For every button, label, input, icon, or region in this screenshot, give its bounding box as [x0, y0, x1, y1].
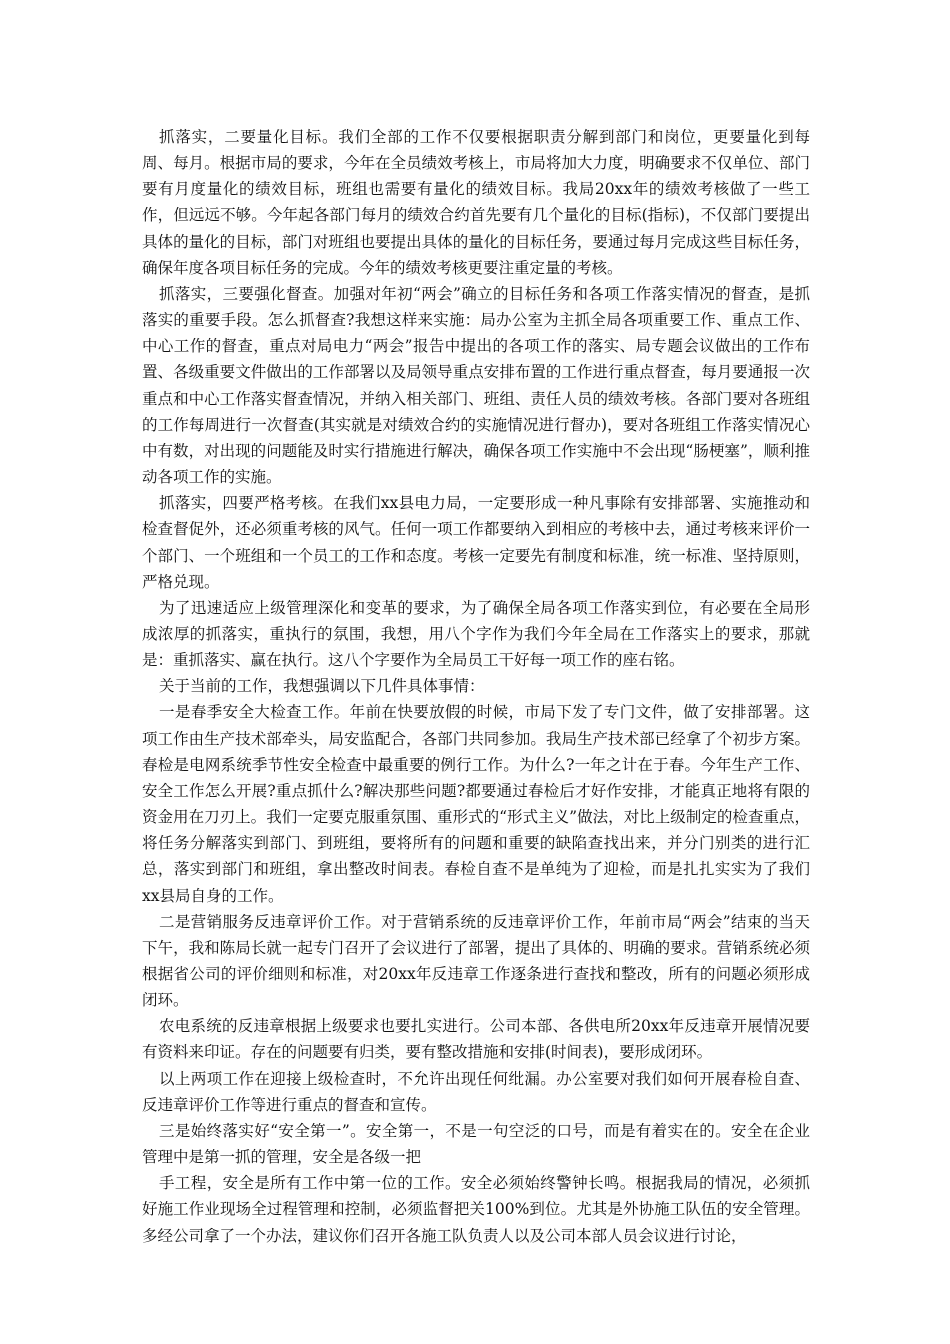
paragraph-strengthen-supervision: 抓落实，三要强化督查。加强对年初“两会”确立的目标任务和各项工作落实情况的督查，是抓落实的重要手段。怎么抓督查?我想这样来实施：局办公室为主抓全局各项重要工作、重点工作、中心工作的督查，重点对局电力“两会”报告中提出的各项工作的落实、局专题会议做出的工作布置、各级重要文件做出的工作部署以及局领导重点安排布置的工作进行重点督查，每月要通报一次重点和中心工作落实督查情况，并纳入相关部门、班组、责任人员的绩效考核。各部门要对各班组的工作每周进行一次督查(其实就是对绩效合约的实施情况进行督办)，要对各班组工作落实情况心中有数，对出现的问题能及时实行措施进行解决，确保各项工作实施中不会出现“肠梗塞”，顺利推动各项工作的实施。 [142, 284, 810, 487]
paragraph-safety-continued: 手工程，安全是所有工作中第一位的工作。安全必须始终警钟长鸣。根据我局的情况，必须抓好施工作业现场全过程管理和控制，必须监督把关100%到位。尤其是外协施工队伍的安全管理。多经公司拿了一个办法，建议你们召开各施工队负责人以及公司本部人员会议进行讨论， [142, 1174, 810, 1245]
paragraph-safety-first: 三是始终落实好“安全第一”。安全第一，不是一句空泛的口号，而是有着实在的。安全在企业管理中是第一抓的管理，安全是各级一把 [142, 1121, 810, 1167]
paragraph-rural-power-violation: 农电系统的反违章根据上级要求也要扎实进行。公司本部、各供电所20xx年反违章开展情况要有资料来印证。存在的问题要有归类，要有整改措施和安排(时间表)，要形成闭环。 [142, 1017, 810, 1062]
paragraph-execution-motto: 为了迅速适应上级管理深化和变革的要求，为了确保全局各项工作落实到位，有必要在全局形成浓厚的抓落实，重执行的氛围，我想，用八个字作为我们今年全局在工作落实上的要求，那就是：重抓落实、赢在执行。这八个字要作为全局员工干好每一项工作的座右铭。 [142, 598, 810, 670]
paragraph-strict-assessment: 抓落实，四要严格考核。在我们xx县电力局，一定要形成一种凡事除有安排部署、实施推动和检查督促外，还必须重考核的风气。任何一项工作都要纳入到相应的考核中去，通过考核来评价一个部门、一个班组和一个员工的工作和态度。考核一定要先有制度和标准，统一标准、坚持原则，严格兑现。 [142, 494, 810, 591]
paragraph-marketing-violation-review: 二是营销服务反违章评价工作。对于营销系统的反违章评价工作，年前市局“两会”结束的当天下午，我和陈局长就一起专门召开了会议进行了部署，提出了具体的、明确的要求。营销系统必须根据省公司的评价细则和标准，对20xx年反违章工作逐条进行查找和整改，所有的问题必须形成闭环。 [142, 912, 810, 1010]
paragraph-current-work-intro: 关于当前的工作，我想强调以下几件具体事情： [159, 677, 485, 696]
document-body [142, 124, 810, 1249]
paragraph-inspection-readiness: 以上两项工作在迎接上级检查时，不允许出现任何纰漏。办公室要对我们如何开展春检自查、反违章评价工作等进行重点的督查和宣传。 [142, 1069, 810, 1114]
paragraph-spring-safety-inspection: 一是春季安全大检查工作。年前在快要放假的时候，市局下发了专门文件，做了安排部署。这项工作由生产技术部牵头，局安监配合，各部门共同参加。我局生产技术部已经拿了个初步方案。春检是电网系统季节性安全检查中最重要的例行工作。为什么?一年之计在于春。今年生产工作、安全工作怎么开展?重点抓什么?解决那些问题?都要通过春检后才好作安排，才能真正地将有限的资金用在刀刃上。我们一定要克服重氛围、重形式的“形式主义”做法，对比上级制定的检查重点，将任务分解落实到部门、到班组，要将所有的问题和重要的缺陷查找出来，并分门别类的进行汇总，落实到部门和班组，拿出整改时间表。春检自查不是单纯为了迎检，而是扎扎实实为了我们xx县局自身的工作。 [142, 703, 810, 905]
paragraph-quantify-targets: 抓落实，二要量化目标。我们全部的工作不仅要根据职责分解到部门和岗位，更要量化到每周、每月。根据市局的要求，今年在全员绩效考核上，市局将加大力度，明确要求不仅单位、部门要有月度量化的绩效目标，班组也需要有量化的绩效目标。我局20xx年的绩效考核做了一些工作，但远远不够。今年起各部门每月的绩效合约首先要有几个量化的目标(指标)，不仅部门要提出具体的量化的目标，部门对班组也要提出具体的量化的目标任务，要通过每月完成这些目标任务，确保年度各项目标任务的完成。今年的绩效考核更要注重定量的考核。 [142, 128, 810, 277]
